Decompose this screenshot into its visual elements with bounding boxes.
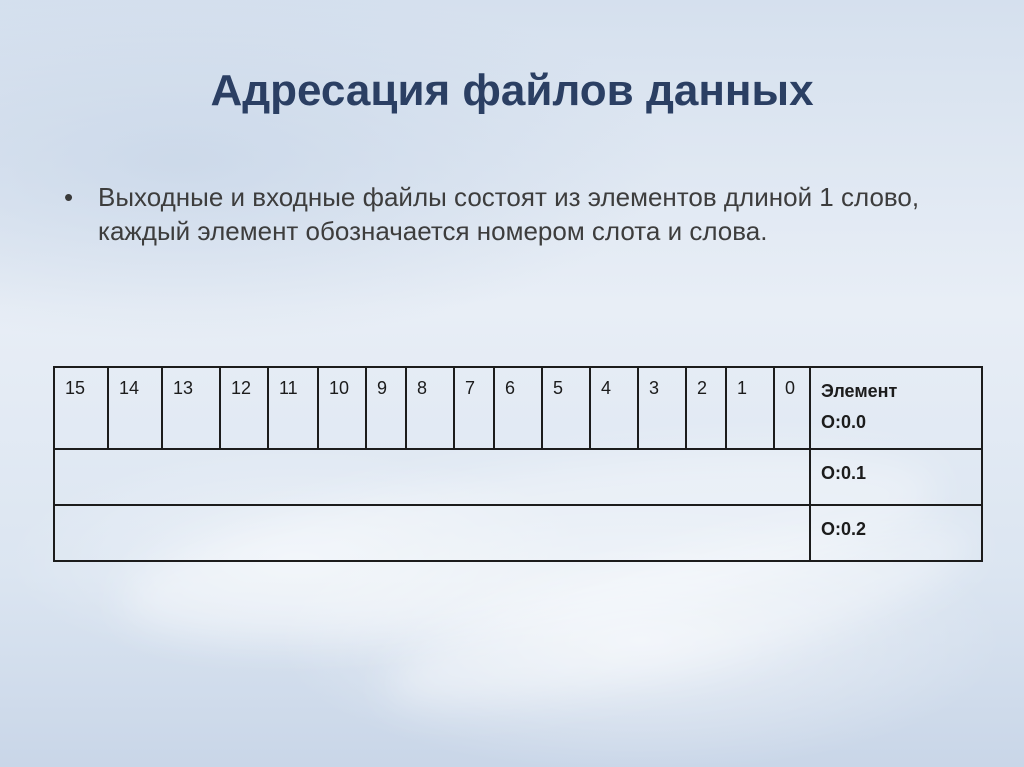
bit-cell: 13 bbox=[162, 367, 220, 449]
slide-title: Адресация файлов данных bbox=[210, 66, 814, 115]
empty-word-cell bbox=[54, 449, 810, 505]
bit-cell: 7 bbox=[454, 367, 494, 449]
table-row bbox=[54, 367, 982, 449]
element-address: O:0.0 bbox=[821, 412, 867, 432]
bit-cell: 3 bbox=[638, 367, 686, 449]
bit-cell: 10 bbox=[318, 367, 366, 449]
bit-cell: 5 bbox=[542, 367, 590, 449]
element-address: O:0.1 bbox=[810, 449, 982, 505]
element-word: Элемент bbox=[821, 381, 898, 401]
bit-cell: 14 bbox=[108, 367, 162, 449]
empty-word-cell bbox=[54, 505, 810, 561]
element-address: O:0.2 bbox=[810, 505, 982, 561]
bit-cell: 6 bbox=[494, 367, 542, 449]
bit-cell: 8 bbox=[406, 367, 454, 449]
bullet-icon: • bbox=[64, 182, 74, 212]
bit-cell: 1 bbox=[726, 367, 774, 449]
bullet-text: Выходные и входные файлы состоят из элементов длиной 1 слово, каждый элемент обозначается номером слота и слова. bbox=[98, 182, 920, 246]
word-structure-table bbox=[53, 366, 983, 562]
table-row bbox=[54, 449, 982, 505]
table-row bbox=[54, 505, 982, 561]
bullet-item bbox=[64, 180, 994, 248]
element-label-cell bbox=[810, 367, 982, 449]
bit-cell: 2 bbox=[686, 367, 726, 449]
bit-cell: 15 bbox=[54, 367, 108, 449]
bit-cell: 12 bbox=[220, 367, 268, 449]
bit-cell: 0 bbox=[774, 367, 810, 449]
bit-cell: 11 bbox=[268, 367, 318, 449]
bit-cell: 4 bbox=[590, 367, 638, 449]
bit-cell: 9 bbox=[366, 367, 406, 449]
